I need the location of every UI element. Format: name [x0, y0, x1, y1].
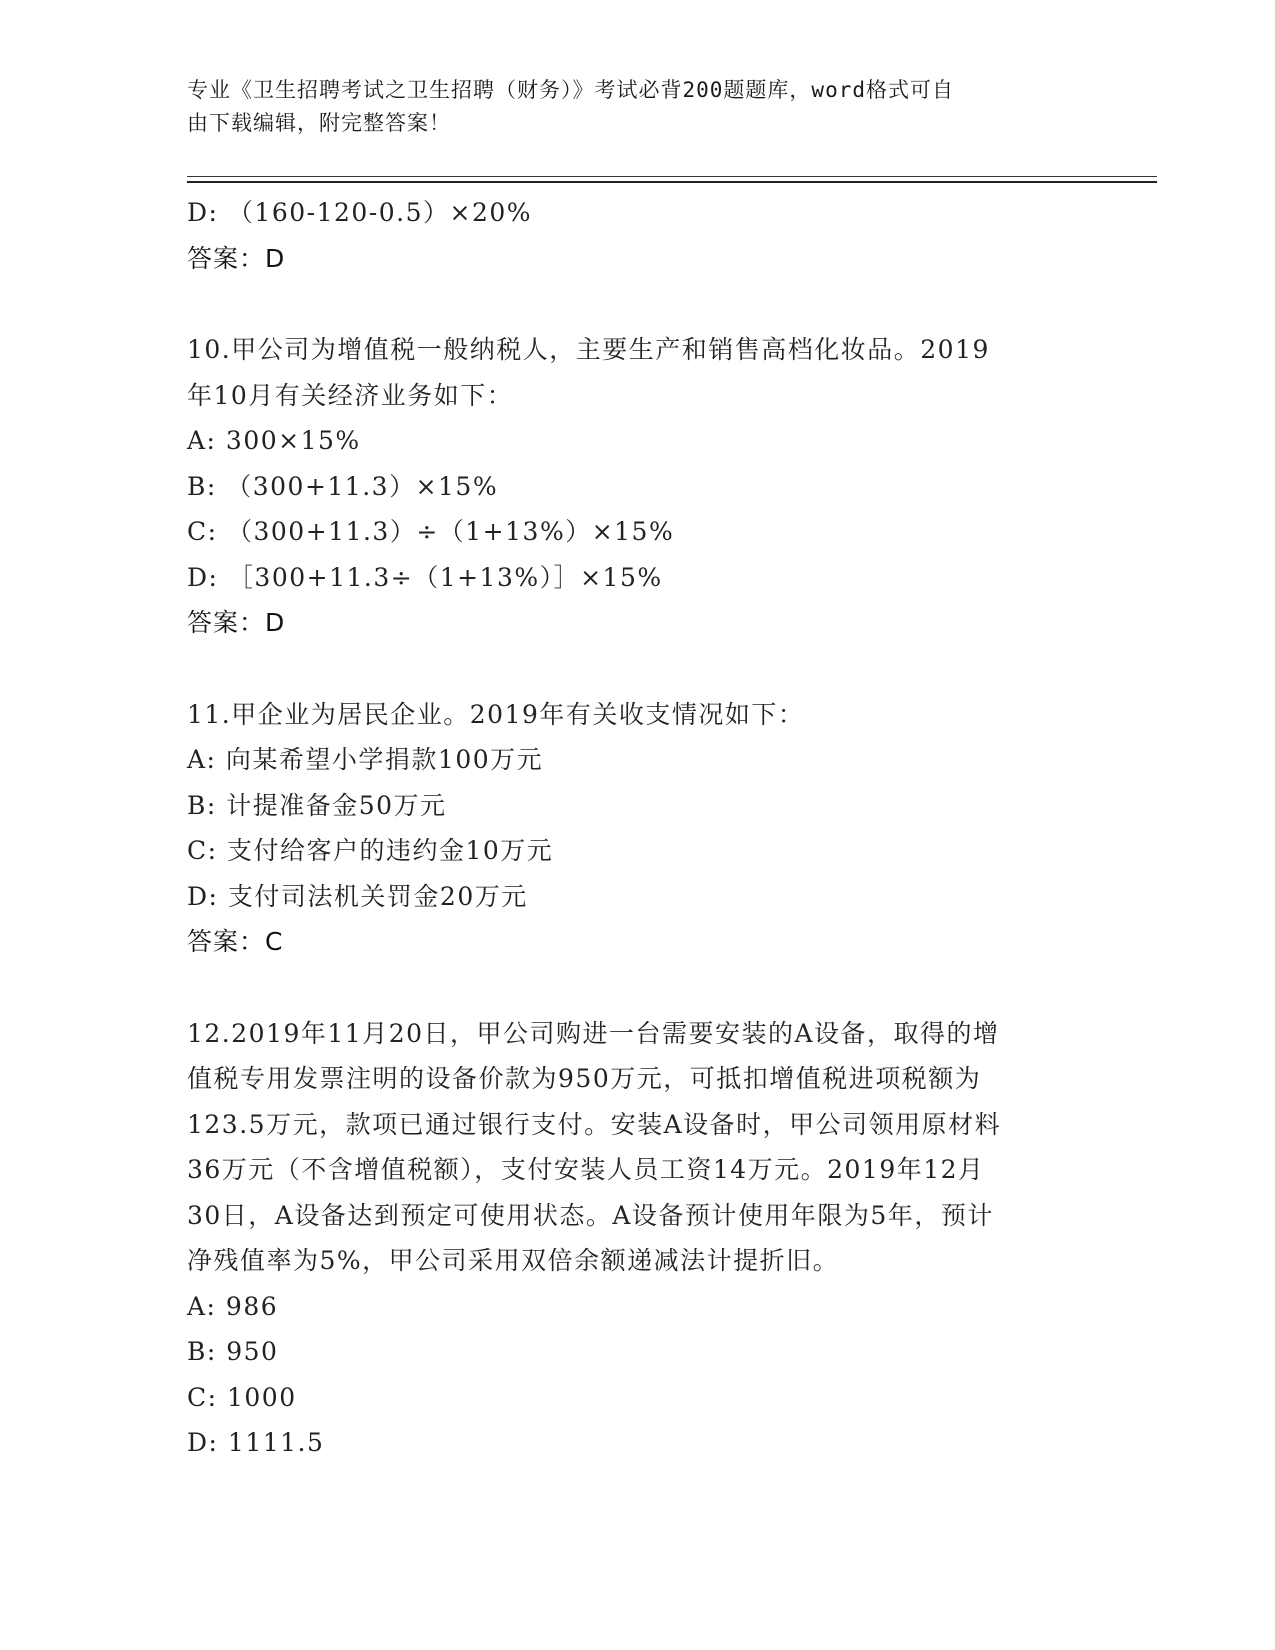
spacer: [187, 281, 1087, 327]
answer-line: 答案：D: [187, 608, 286, 637]
option-d: D: 支付司法机关罚金20万元: [187, 881, 528, 911]
option-a: A: 986: [187, 1291, 279, 1321]
question-stem-line: 值税专用发票注明的设备价款为950万元，可抵扣增值税进项税额为: [187, 1064, 982, 1093]
answer-line: 答案：C: [187, 927, 284, 956]
header-divider-thin: [187, 176, 1157, 177]
option-d: D: （160-120-0.5）×20%: [187, 198, 533, 227]
answer-line: 答案：D: [187, 243, 286, 273]
option-a: A: 向某希望小学捐款100万元: [187, 745, 544, 774]
spacer: [187, 965, 1087, 1011]
question-stem-line: 123.5万元，款项已通过银行支付。安装A设备时，甲公司领用原材料: [187, 1109, 1002, 1139]
option-c: C: 1000: [187, 1382, 297, 1412]
option-d: D: 1111.5: [187, 1428, 325, 1457]
option-a: A: 300×15%: [187, 426, 361, 455]
question-stem-line: 36万元（不含增值税额），支付安装人员工资14万元。2019年12月: [187, 1155, 985, 1184]
document-body: [187, 190, 1087, 1466]
question-11: [187, 692, 1087, 965]
option-c: C: （300+11.3）÷（1+13%）×15%: [187, 517, 675, 546]
question-stem-line: 净残值率为5%，甲公司采用双倍余额递减法计提折旧。: [187, 1246, 840, 1275]
option-b: B: （300+11.3）×15%: [187, 471, 499, 501]
previous-question-tail: [187, 190, 1087, 281]
spacer: [187, 646, 1087, 692]
option-b: B: 950: [187, 1337, 279, 1366]
option-d: D: ［300+11.3÷（1+13%）］×15%: [187, 562, 663, 592]
question-stem-line: 11.甲企业为居民企业。2019年有关收支情况如下：: [187, 699, 805, 729]
header-line-1: 专业《卫生招聘考试之卫生招聘（财务）》考试必背200题题库，word格式可自: [187, 78, 954, 102]
question-10: [187, 327, 1087, 646]
question-12: [187, 1011, 1087, 1466]
option-c: C: 支付给客户的违约金10万元: [187, 836, 554, 865]
question-stem-line: 10.甲公司为增值税一般纳税人，主要生产和销售高档化妆品。2019: [187, 335, 990, 364]
question-stem-line: 12.2019年11月20日，甲公司购进一台需要安装的A设备，取得的增: [187, 1018, 1000, 1048]
question-stem-line: 30日，A设备达到预定可使用状态。A设备预计使用年限为5年，预计: [187, 1200, 994, 1230]
header-divider-thick: [187, 181, 1157, 183]
header-line-2: 由下载编辑，附完整答案！: [187, 111, 451, 135]
document-header: [187, 74, 1067, 140]
question-stem-line: 年10月有关经济业务如下：: [187, 380, 514, 410]
option-b: B: 计提准备金50万元: [187, 790, 447, 820]
